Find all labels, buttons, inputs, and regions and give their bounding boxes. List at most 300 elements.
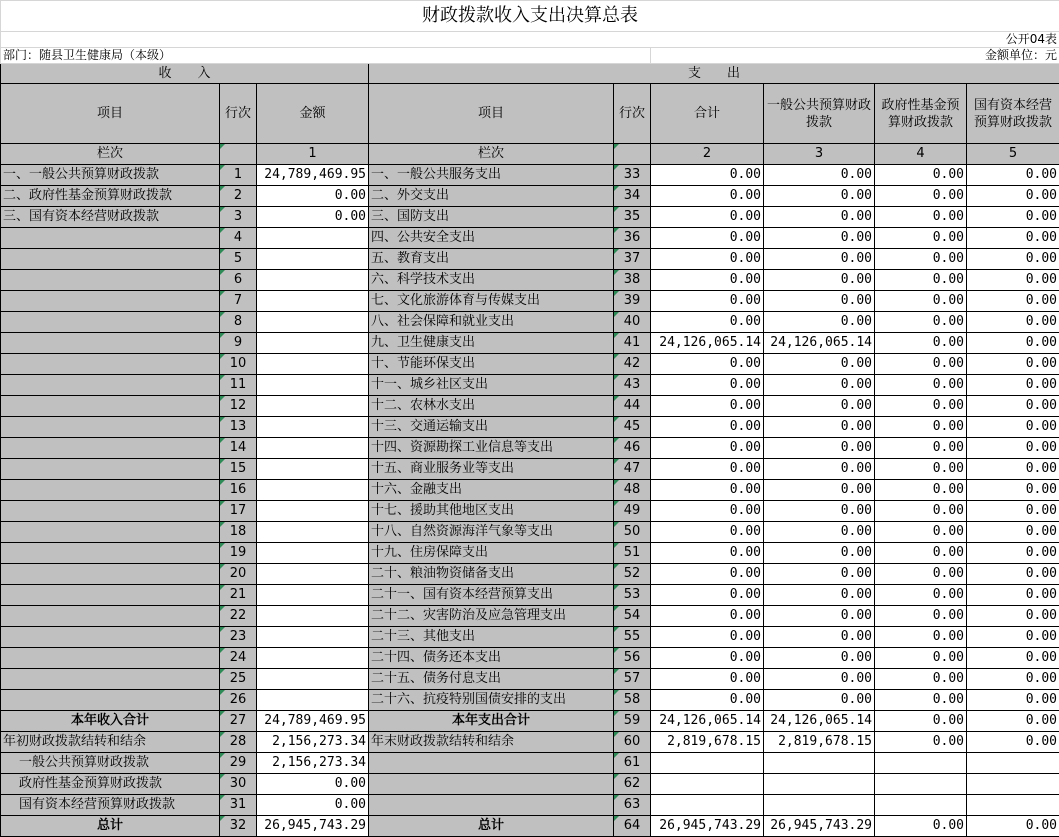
table-row [1, 459, 1059, 480]
amount-cell [257, 669, 369, 690]
income-item [1, 333, 220, 354]
line-number: 31 [220, 795, 257, 816]
amount-cell: 0.00 [257, 795, 369, 816]
amount-cell: 0.00 [651, 690, 764, 711]
amount-cell: 0.00 [875, 228, 967, 249]
income-item [1, 648, 220, 669]
line-number: 21 [220, 585, 257, 606]
line-number: 6 [220, 270, 257, 291]
amount-cell: 0.00 [875, 270, 967, 291]
income-item [1, 585, 220, 606]
expense-item: 十、节能环保支出 [369, 354, 614, 375]
line-number: 44 [614, 396, 651, 417]
amount-cell: 0.00 [257, 774, 369, 795]
line-number: 20 [220, 564, 257, 585]
income-item [1, 270, 220, 291]
amount-cell: 0.00 [764, 438, 875, 459]
amount-cell: 0.00 [875, 249, 967, 270]
amount-cell [257, 312, 369, 333]
table-row [1, 543, 1059, 564]
income-item [1, 375, 220, 396]
table-row [1, 648, 1059, 669]
table-row [1, 501, 1059, 522]
income-item: 三、国有资本经营财政拨款 [1, 207, 220, 228]
amount-cell: 0.00 [651, 354, 764, 375]
amount-cell: 0.00 [967, 375, 1059, 396]
line-number: 12 [220, 396, 257, 417]
amount-cell [257, 270, 369, 291]
expense-item: 二十四、债务还本支出 [369, 648, 614, 669]
begin-balance-label: 年初财政拨款结转和结余 [1, 732, 220, 753]
income-item [1, 501, 220, 522]
expense-item: 十三、交通运输支出 [369, 417, 614, 438]
column-label-income: 栏次 [1, 144, 220, 165]
expense-item: 三、国防支出 [369, 207, 614, 228]
line-number: 19 [220, 543, 257, 564]
line-number: 58 [614, 690, 651, 711]
income-header: 收 入 [1, 64, 369, 84]
income-item [1, 564, 220, 585]
amount-cell: 0.00 [764, 522, 875, 543]
table-row [1, 354, 1059, 375]
line-number: 35 [614, 207, 651, 228]
amount-cell: 0.00 [764, 270, 875, 291]
amount-cell: 0.00 [875, 207, 967, 228]
line-number: 51 [614, 543, 651, 564]
amount-cell: 0.00 [967, 459, 1059, 480]
page-title: 财政拨款收入支出决算总表 [1, 1, 1059, 31]
end-balance-label: 年末财政拨款结转和结余 [369, 732, 614, 753]
amount-cell: 0.00 [651, 249, 764, 270]
amount-cell [257, 459, 369, 480]
line-number: 42 [614, 354, 651, 375]
amount-cell: 0.00 [651, 459, 764, 480]
table-row [1, 417, 1059, 438]
line-number: 41 [614, 333, 651, 354]
amount-cell: 0.00 [764, 669, 875, 690]
income-item [1, 669, 220, 690]
amount-cell [257, 375, 369, 396]
amount-cell: 24,126,065.14 [651, 711, 764, 732]
amount-cell: 0.00 [967, 543, 1059, 564]
amount-cell: 0.00 [967, 690, 1059, 711]
amount-cell: 0.00 [651, 270, 764, 291]
line-number: 28 [220, 732, 257, 753]
amount-cell: 0.00 [875, 711, 967, 732]
line-number: 1 [220, 165, 257, 186]
amount-cell: 0.00 [257, 207, 369, 228]
amount-cell [257, 501, 369, 522]
amount-cell: 0.00 [764, 291, 875, 312]
amount-cell [257, 648, 369, 669]
amount-cell: 2,156,273.34 [257, 732, 369, 753]
line-number: 45 [614, 417, 651, 438]
grand-total-income-label: 总计 [1, 816, 220, 837]
amount-cell [257, 606, 369, 627]
line-number: 24 [220, 648, 257, 669]
amount-cell: 0.00 [764, 627, 875, 648]
col-index-1: 1 [257, 144, 369, 165]
amount-cell: 0.00 [875, 543, 967, 564]
line-number: 2 [220, 186, 257, 207]
line-number: 14 [220, 438, 257, 459]
amount-cell: 0.00 [967, 606, 1059, 627]
line-number: 64 [614, 816, 651, 837]
line-number: 49 [614, 501, 651, 522]
income-line-header: 行次 [220, 84, 257, 144]
income-total-label: 本年收入合计 [1, 711, 220, 732]
amount-cell: 0.00 [651, 228, 764, 249]
amount-cell: 0.00 [875, 312, 967, 333]
amount-cell: 0.00 [967, 333, 1059, 354]
amount-cell: 0.00 [651, 480, 764, 501]
amount-cell: 0.00 [764, 417, 875, 438]
col-index-3: 3 [764, 144, 875, 165]
income-item [1, 459, 220, 480]
income-item [1, 627, 220, 648]
expense-item: 十七、援助其他地区支出 [369, 501, 614, 522]
col-index-2: 2 [651, 144, 764, 165]
line-number: 61 [614, 753, 651, 774]
amount-cell: 0.00 [967, 480, 1059, 501]
expense-item: 四、公共安全支出 [369, 228, 614, 249]
line-number: 34 [614, 186, 651, 207]
amount-cell: 0.00 [651, 585, 764, 606]
amount-cell: 0.00 [967, 585, 1059, 606]
amount-cell [257, 396, 369, 417]
amount-cell: 0.00 [875, 438, 967, 459]
form-code: 公开04表 [1, 32, 1059, 48]
amount-cell: 0.00 [764, 585, 875, 606]
line-number: 39 [614, 291, 651, 312]
grand-total-expense-label: 总计 [369, 816, 614, 837]
expense-item: 十五、商业服务业等支出 [369, 459, 614, 480]
amount-cell: 0.00 [651, 564, 764, 585]
amount-cell: 0.00 [967, 438, 1059, 459]
amount-cell [257, 564, 369, 585]
line-number: 17 [220, 501, 257, 522]
line-number: 5 [220, 249, 257, 270]
amount-cell: 0.00 [764, 165, 875, 186]
sub-item-label: 国有资本经营预算财政拨款 [1, 795, 220, 816]
line-number: 60 [614, 732, 651, 753]
table-row [1, 564, 1059, 585]
table-row [1, 669, 1059, 690]
line-number: 46 [614, 438, 651, 459]
line-number: 47 [614, 459, 651, 480]
expense-item: 二十、粮油物资储备支出 [369, 564, 614, 585]
amount-cell: 0.00 [651, 207, 764, 228]
expense-item: 二十六、抗疫特别国债安排的支出 [369, 690, 614, 711]
amount-cell: 0.00 [967, 186, 1059, 207]
amount-cell: 0.00 [651, 438, 764, 459]
unit-label: 金额单位：元 [651, 48, 1059, 64]
expense-item: 七、文化旅游体育与传媒支出 [369, 291, 614, 312]
expense-item: 九、卫生健康支出 [369, 333, 614, 354]
amount-cell: 0.00 [875, 627, 967, 648]
amount-cell: 0.00 [875, 375, 967, 396]
amount-cell: 2,819,678.15 [651, 732, 764, 753]
amount-cell: 2,819,678.15 [764, 732, 875, 753]
line-number: 55 [614, 627, 651, 648]
line-number: 27 [220, 711, 257, 732]
expense-item: 二十二、灾害防治及应急管理支出 [369, 606, 614, 627]
income-item [1, 690, 220, 711]
table-row [1, 522, 1059, 543]
amount-cell: 26,945,743.29 [651, 816, 764, 837]
income-item [1, 249, 220, 270]
amount-cell: 0.00 [651, 522, 764, 543]
amount-cell [257, 228, 369, 249]
amount-cell: 0.00 [875, 480, 967, 501]
expense-item: 十九、住房保障支出 [369, 543, 614, 564]
amount-cell: 24,126,065.14 [764, 333, 875, 354]
amount-cell [257, 585, 369, 606]
amount-cell: 0.00 [875, 690, 967, 711]
line-number: 25 [220, 669, 257, 690]
amount-cell [257, 522, 369, 543]
amount-cell: 0.00 [764, 186, 875, 207]
grand-total-income-amount: 26,945,743.29 [257, 816, 369, 837]
amount-cell: 0.00 [651, 669, 764, 690]
table-row [1, 228, 1059, 249]
amount-cell: 24,126,065.14 [764, 711, 875, 732]
income-total-amount: 24,789,469.95 [257, 711, 369, 732]
column-label-expense: 栏次 [369, 144, 614, 165]
amount-cell: 0.00 [967, 417, 1059, 438]
amount-cell: 0.00 [967, 669, 1059, 690]
income-item [1, 438, 220, 459]
expense-item: 二十五、债务付息支出 [369, 669, 614, 690]
line-number: 10 [220, 354, 257, 375]
line-number: 52 [614, 564, 651, 585]
general-budget-header: 一般公共预算财政拨款 [764, 84, 875, 144]
amount-cell: 0.00 [651, 648, 764, 669]
amount-cell: 0.00 [967, 711, 1059, 732]
amount-cell: 0.00 [651, 312, 764, 333]
expense-line-header: 行次 [614, 84, 651, 144]
line-number: 48 [614, 480, 651, 501]
line-number: 50 [614, 522, 651, 543]
amount-cell: 0.00 [967, 627, 1059, 648]
table-row [1, 207, 1059, 228]
table-row [1, 690, 1059, 711]
table-row [1, 186, 1059, 207]
amount-cell: 0.00 [651, 543, 764, 564]
amount-cell: 0.00 [764, 249, 875, 270]
expense-item: 一、一般公共服务支出 [369, 165, 614, 186]
income-item [1, 480, 220, 501]
amount-cell: 0.00 [764, 564, 875, 585]
line-number: 8 [220, 312, 257, 333]
amount-cell: 0.00 [967, 354, 1059, 375]
line-number: 15 [220, 459, 257, 480]
col-index-5: 5 [967, 144, 1059, 165]
income-item: 二、政府性基金预算财政拨款 [1, 186, 220, 207]
amount-cell: 0.00 [875, 648, 967, 669]
line-number: 40 [614, 312, 651, 333]
line-number: 54 [614, 606, 651, 627]
expense-item: 十一、城乡社区支出 [369, 375, 614, 396]
sub-item-label: 政府性基金预算财政拨款 [1, 774, 220, 795]
amount-cell: 0.00 [257, 186, 369, 207]
amount-cell: 0.00 [764, 207, 875, 228]
col-index-4: 4 [875, 144, 967, 165]
income-item-header: 项目 [1, 84, 220, 144]
table-row [1, 312, 1059, 333]
table-row [1, 249, 1059, 270]
amount-cell: 0.00 [875, 585, 967, 606]
amount-cell: 0.00 [967, 564, 1059, 585]
income-item [1, 543, 220, 564]
amount-cell: 0.00 [875, 354, 967, 375]
expense-item: 二、外交支出 [369, 186, 614, 207]
table-row [1, 627, 1059, 648]
line-number: 59 [614, 711, 651, 732]
amount-cell [257, 417, 369, 438]
amount-cell: 0.00 [875, 417, 967, 438]
amount-cell [257, 291, 369, 312]
line-number: 62 [614, 774, 651, 795]
table-row [1, 480, 1059, 501]
table-row [1, 291, 1059, 312]
amount-cell: 0.00 [967, 648, 1059, 669]
income-item [1, 354, 220, 375]
table-row [1, 585, 1059, 606]
line-number: 18 [220, 522, 257, 543]
amount-cell: 0.00 [651, 165, 764, 186]
amount-cell: 0.00 [875, 396, 967, 417]
line-number: 63 [614, 795, 651, 816]
income-item [1, 396, 220, 417]
amount-cell: 0.00 [967, 312, 1059, 333]
amount-cell: 0.00 [764, 459, 875, 480]
amount-cell: 0.00 [967, 207, 1059, 228]
income-item [1, 417, 220, 438]
amount-cell: 0.00 [967, 522, 1059, 543]
income-item: 一、一般公共预算财政拨款 [1, 165, 220, 186]
line-number: 30 [220, 774, 257, 795]
line-number: 32 [220, 816, 257, 837]
line-number: 7 [220, 291, 257, 312]
expense-item: 八、社会保障和就业支出 [369, 312, 614, 333]
expense-total-header: 合计 [651, 84, 764, 144]
table-row [1, 606, 1059, 627]
line-number: 4 [220, 228, 257, 249]
amount-cell: 0.00 [875, 669, 967, 690]
amount-cell: 0.00 [764, 375, 875, 396]
amount-cell: 0.00 [651, 501, 764, 522]
amount-cell [257, 690, 369, 711]
line-number: 56 [614, 648, 651, 669]
line-number: 3 [220, 207, 257, 228]
expense-item-header: 项目 [369, 84, 614, 144]
amount-cell: 0.00 [967, 396, 1059, 417]
expense-item: 二十三、其他支出 [369, 627, 614, 648]
line-number: 9 [220, 333, 257, 354]
line-number: 13 [220, 417, 257, 438]
income-item [1, 228, 220, 249]
amount-cell [257, 333, 369, 354]
amount-cell: 0.00 [764, 354, 875, 375]
amount-cell [257, 354, 369, 375]
amount-cell: 0.00 [651, 627, 764, 648]
amount-cell: 0.00 [764, 312, 875, 333]
amount-cell: 2,156,273.34 [257, 753, 369, 774]
amount-cell: 0.00 [967, 249, 1059, 270]
line-number: 11 [220, 375, 257, 396]
expense-total-label: 本年支出合计 [369, 711, 614, 732]
amount-cell: 0.00 [967, 270, 1059, 291]
income-item [1, 312, 220, 333]
amount-cell: 0.00 [875, 816, 967, 837]
gov-fund-header: 政府性基金预算财政拨款 [875, 84, 967, 144]
amount-cell: 0.00 [875, 333, 967, 354]
income-item [1, 522, 220, 543]
amount-cell: 0.00 [651, 396, 764, 417]
amount-cell: 0.00 [967, 732, 1059, 753]
amount-cell: 0.00 [651, 375, 764, 396]
amount-cell: 0.00 [651, 291, 764, 312]
amount-cell: 0.00 [967, 228, 1059, 249]
line-number: 16 [220, 480, 257, 501]
amount-cell: 0.00 [764, 501, 875, 522]
amount-cell: 26,945,743.29 [764, 816, 875, 837]
table-row [1, 375, 1059, 396]
amount-cell: 0.00 [764, 648, 875, 669]
amount-cell: 0.00 [764, 606, 875, 627]
line-number: 36 [614, 228, 651, 249]
amount-cell: 0.00 [875, 186, 967, 207]
amount-cell: 0.00 [764, 480, 875, 501]
amount-cell: 0.00 [875, 291, 967, 312]
line-number: 29 [220, 753, 257, 774]
amount-cell: 0.00 [764, 396, 875, 417]
line-number: 33 [614, 165, 651, 186]
amount-cell [257, 480, 369, 501]
table-row [1, 333, 1059, 354]
line-number: 22 [220, 606, 257, 627]
expense-item: 五、教育支出 [369, 249, 614, 270]
line-number: 57 [614, 669, 651, 690]
amount-cell [257, 543, 369, 564]
amount-cell: 0.00 [875, 165, 967, 186]
table-row [1, 396, 1059, 417]
amount-cell: 0.00 [764, 228, 875, 249]
table-row [1, 270, 1059, 291]
expense-item: 六、科学技术支出 [369, 270, 614, 291]
expense-item: 十八、自然资源海洋气象等支出 [369, 522, 614, 543]
amount-cell: 0.00 [875, 606, 967, 627]
amount-cell: 0.00 [651, 186, 764, 207]
line-number: 23 [220, 627, 257, 648]
sub-item-label: 一般公共预算财政拨款 [1, 753, 220, 774]
amount-cell: 24,789,469.95 [257, 165, 369, 186]
amount-cell: 0.00 [967, 501, 1059, 522]
amount-cell: 0.00 [875, 732, 967, 753]
income-amount-header: 金额 [257, 84, 369, 144]
line-number: 37 [614, 249, 651, 270]
amount-cell: 0.00 [967, 291, 1059, 312]
amount-cell: 0.00 [875, 564, 967, 585]
amount-cell: 0.00 [875, 522, 967, 543]
income-item [1, 291, 220, 312]
amount-cell: 0.00 [967, 816, 1059, 837]
table-row [1, 165, 1059, 186]
income-item [1, 606, 220, 627]
amount-cell: 24,126,065.14 [651, 333, 764, 354]
line-number: 43 [614, 375, 651, 396]
